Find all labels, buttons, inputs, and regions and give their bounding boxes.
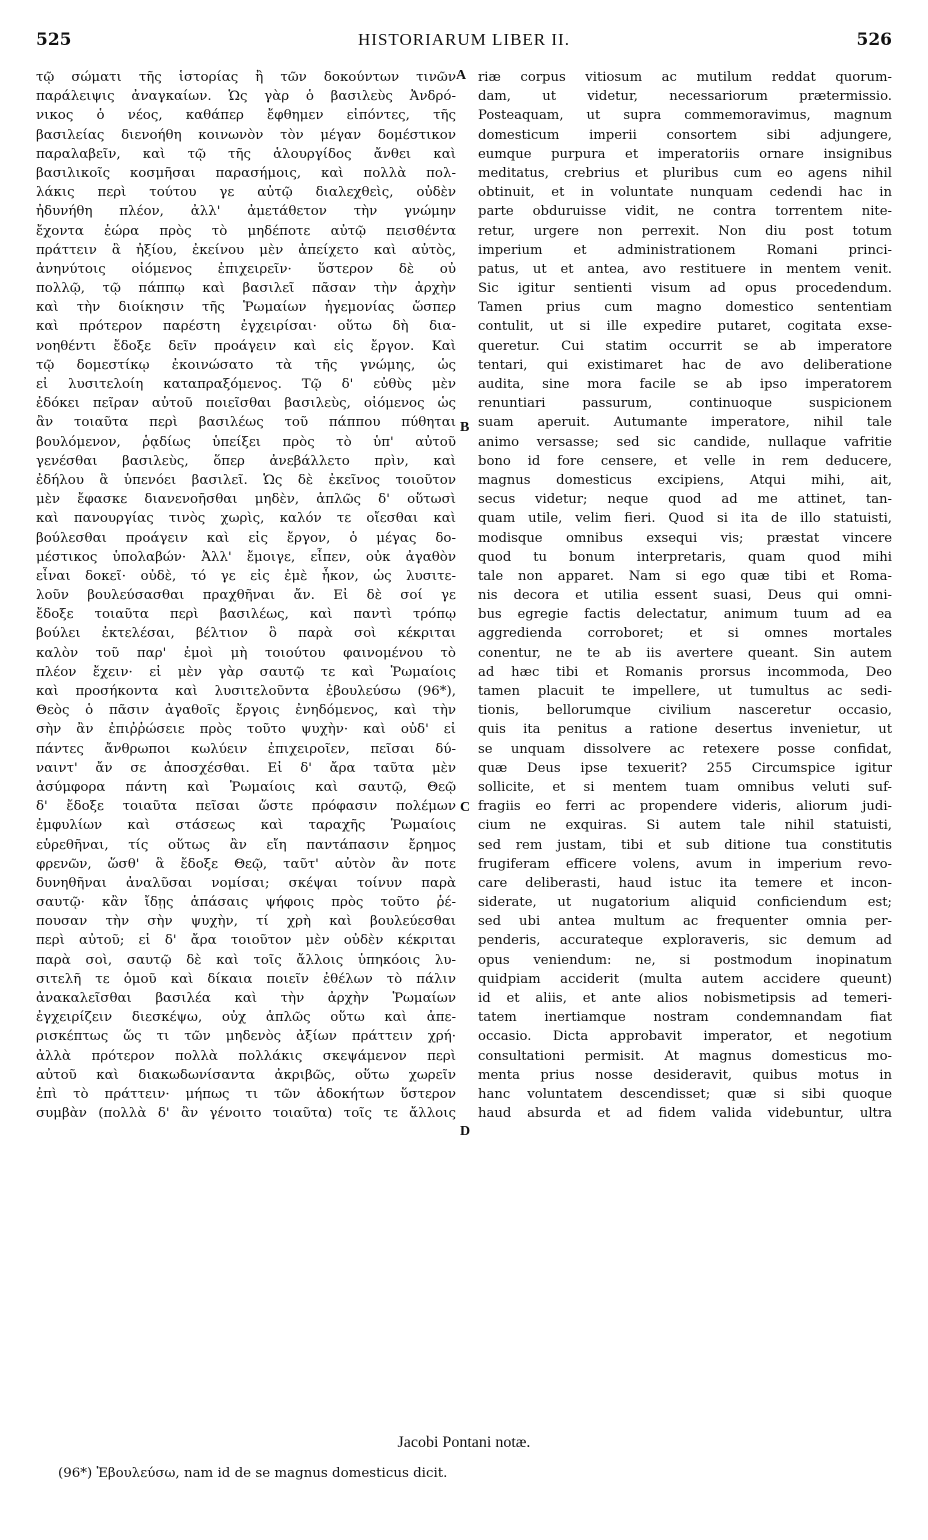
margin-letter-b: B: [460, 420, 470, 435]
latin-text-line: tionis, bellorumque civilium nasceretur occasio,: [478, 703, 892, 719]
greek-text-line: βούλει ἐκτελέσαι, βέλτιον ὃ παρὰ σοὶ κέκριται: [36, 626, 456, 642]
latin-text-line: domesticum imperii consortem sibi adjungere,: [478, 127, 892, 143]
greek-text-line: νικος ὁ νέος, καθάπερ ἔφθημεν εἰπόντες, τῆς: [36, 108, 456, 124]
latin-text-line: quam utile, velim fieri. Quod si ita de illo statuisti,: [478, 511, 892, 527]
latin-text-line: Tamen prius cum magno domestico sententiam: [478, 300, 892, 316]
greek-text-line: ἐπὶ τὸ πράττειν· μήπως τι τῶν ἀδοκήτων ὕστερον: [36, 1086, 456, 1102]
page-number-left: 525: [36, 30, 72, 50]
greek-text-line: ἠδυνήθη πλέον, ἀλλ' ἀμετάθετον τὴν γνώμην: [36, 204, 456, 220]
greek-text-line: εἰ λυσιτελοίη καταπραξόμενος. Τῷ δ' εὐθὺς μὲν: [36, 377, 456, 392]
greek-text-line: ἐγχειρίζειν διεσκέψω, οὐχ ἁπλῶς οὕτω καὶ ἀπε-: [36, 1010, 456, 1026]
latin-text-line: tentari, qui existimaret hac de avo deliberatione: [478, 357, 892, 373]
greek-text-line: ἐδήλου ἃ ὑπενόει βασιλεῖ. Ὡς δὲ ἐκεῖνος τοιοῦτον: [36, 472, 456, 488]
greek-text-line: τῷ δομεστίκῳ ἐκοινώσατο τὰ τῆς γνώμης, ὡς: [36, 357, 456, 373]
footnote: (96*) Ἐβουλεύσω, nam id de se magnus domesticus dicit.: [58, 1466, 448, 1481]
latin-text-line: animo versasse; sed sic candide, nullaque vafritie: [478, 434, 892, 450]
greek-text-line: σαυτῷ· κἂν ἴδῃς ἁπάσαις ψήφοις πρὸς τοῦτο ῥέ-: [36, 895, 456, 911]
latin-text-line: magnus domesticus excipiens, Atqui mihi, ait,: [478, 472, 892, 488]
greek-text-line: πάντες ἄνθρωποι κωλύειν ἐπιχειροῖεν, πεῖσαι δύ-: [36, 741, 456, 757]
latin-text-line: fragiis eo ferri ac propendere videris, aliorum judi-: [478, 799, 892, 815]
greek-text-line: βασιλείας διενοήθη κοινωνὸν τὸν μέγαν δομέστικον: [36, 127, 456, 143]
greek-text-line: φρενῶν, ὥσθ' ἃ ἔδοξε Θεῷ, ταῦτ' αὐτὸν ἂν ποτε: [36, 856, 456, 872]
latin-text-line: queretur. Cui statim occurrit se ab imperatore: [478, 338, 892, 354]
greek-text-line: βουλόμενον, ῥᾳδίως ὑπείξει πρὸς τὸ ὑπ' αὐτοῦ: [36, 434, 456, 450]
greek-text-line: καὶ προσήκοντα καὶ λυσιτελοῦντα ἐβουλεύσω (96*),: [36, 684, 456, 699]
latin-text-line: audita, sine mora facile se ab ipso imperatorem: [478, 377, 892, 392]
page-header: [36, 30, 892, 60]
greek-text-line: δυνηθῆναι ἀναλῦσαι νομίσαι; σκέψαι τοίνυν παρὰ: [36, 875, 456, 891]
greek-text-line: καλὸν τοῦ παρ' ἐμοὶ μὴ τοιούτου φαινομένου τὸ: [36, 645, 456, 661]
greek-text-line: ἀσύμφορα πάντη καὶ Ῥωμαίοις καὶ σαυτῷ, Θεῷ: [36, 779, 456, 795]
greek-text-line: νοηθέντι ἔδοξε δεῖν προάγειν καὶ εἰς ἔργον. Καὶ: [36, 338, 456, 354]
latin-text-line: care deliberasti, haud istuc ita temere et incon-: [478, 875, 892, 891]
latin-text-line: eumque purpura et imperatoriis ornare insignibus: [478, 146, 892, 162]
latin-text-line: riæ corpus vitiosum ac mutilum reddat quorum-: [478, 70, 892, 85]
greek-text-line: καὶ πρότερον παρέστη ἐγχειρίσαι· οὕτω δὴ δια-: [36, 319, 456, 335]
greek-text-line: ἀνακαλεῖσθαι βασιλέα καὶ τὴν ἀρχὴν Ῥωμαίων: [36, 991, 456, 1006]
latin-text-line: parte obduruisse vidit, ne contra torrentem nite-: [478, 204, 892, 220]
greek-text-line: βασιλικοῖς κοσμῆσαι παρασήμοις, καὶ πολλὰ πολ-: [36, 165, 456, 181]
greek-text-line: σιτελῆ τε ὁμοῦ καὶ δίκαια ποιεῖν ἐθέλων τὸ πάλιν: [36, 971, 456, 987]
latin-text-line: quod tu bonum interpretaris, quam quod mihi: [478, 549, 892, 565]
latin-text-line: tale non apparet. Nam si ego quæ tibi et Roma-: [478, 568, 892, 584]
greek-text-line: καὶ πανουργίας τινὸς χωρὶς, καλόν τε οἴεσθαι καὶ: [36, 511, 456, 527]
latin-text-line: obtinuit, et in voluntate nunquam cedendi hac in: [478, 185, 892, 201]
greek-text-line: πολλῷ, τῷ πάππῳ καὶ βασιλεῖ πᾶσαν τὴν ἀρχὴν: [36, 281, 456, 297]
latin-text-line: bus egregie factis delectatur, animum tuum ad ea: [478, 607, 892, 623]
latin-text-line: Posteaquam, ut supra commemoravimus, magnum: [478, 108, 892, 124]
greek-text-line: μέστικος ὑπολαβών· Ἀλλ' ἔμοιγε, εἶπεν, οὐκ ἀγαθὸν: [36, 549, 456, 565]
greek-text-line: λοῦν βουλεύσασθαι πραχθῆναι ἄν. Εἰ δὲ σοί γε: [36, 588, 456, 604]
latin-text-line: quis ita penitus a ratione desertus invenietur, ut: [478, 722, 892, 738]
latin-text-line: sed rem justam, tibi et sub ditione tua constitutis: [478, 837, 892, 853]
latin-text-line: Sic igitur sentienti visum ad opus procedendum.: [478, 281, 892, 297]
latin-text-line: consultationi permisit. At magnus domesticus mo-: [478, 1048, 892, 1064]
latin-text-line: contulit, ut si ille expedire putaret, cogitata exse-: [478, 319, 892, 335]
greek-text-line: ἀνηνύτοις οἰόμενος ἐπιχειρεῖν· ὕστερον δὲ οὐ: [36, 261, 456, 277]
latin-text-line: nis decora et utilia essent suasi, Deus qui omni-: [478, 588, 892, 604]
greek-text-line: ἂν τοιαῦτα περὶ βασιλέως τοῦ πάππου πύθηται: [36, 415, 456, 431]
greek-text-line: πλέον ἔχειν· εἰ μὲν γὰρ σαυτῷ τε καὶ Ῥωμαίοις: [36, 664, 456, 680]
notes-title: Jacobi Pontani notæ.: [397, 1434, 531, 1451]
latin-text-line: quæ Deus ipse texuerit? 255 Circumspice igitur: [478, 760, 892, 776]
greek-text-line: ἐμφυλίων καὶ στάσεως καὶ ταραχῆς Ῥωμαίοις: [36, 818, 456, 834]
latin-text-line: modisque omnibus exsequi vis; præstat vincere: [478, 530, 892, 546]
latin-text-line: dam, ut videtur, necessariorum prætermissio.: [478, 89, 892, 105]
greek-text-line: παραλαβεῖν, καὶ τῷ τῆς ἁλουργίδος ἄνθει καὶ: [36, 146, 456, 162]
latin-text-line: frugiferam efficere volens, avum in imperium revo-: [478, 856, 892, 872]
greek-text-line: τῷ σώματι τῆς ἱστορίας ἢ τῶν δοκούντων τινῶν: [36, 70, 456, 85]
greek-text-line: ἔχοντα ἑώρα πρὸς τὸ μηδέποτε αὐτῷ πεισθέντα: [36, 223, 456, 239]
latin-text-line: sed ubi antea multum ac frequenter omnia per-: [478, 914, 892, 930]
greek-text-line: γενέσθαι βασιλεὺς, ὅπερ ἀνεβάλλετο πρὶν, καὶ: [36, 453, 456, 469]
greek-text-line: παρὰ σοὶ, σαυτῷ δὲ καὶ τοῖς ἄλλοις ὑπηκόοις λυ-: [36, 952, 456, 968]
latin-text-line: quidpiam acciderit (multa autem accidere queunt): [478, 971, 892, 987]
greek-text-line: εὑρεθῆναι, τίς οὕτως ἂν εἴη παντάπασιν ἔρημος: [36, 837, 456, 853]
latin-text-line: renuntiari passurum, continuoque suspicionem: [478, 396, 892, 412]
greek-text-line: περὶ αὐτοῦ; εἰ δ' ἄρα τοιοῦτον μὲν οὐδὲν κέκριται: [36, 933, 456, 949]
latin-text-line: id et aliis, et ante alios nobismetipsis ad temeri-: [478, 991, 892, 1006]
latin-text-line: siderate, ut nugatorium aliquid conficiendum est;: [478, 895, 892, 911]
greek-text-line: παράλειψις ἀναγκαίων. Ὡς γὰρ ὁ βασιλεὺς Ἀνδρό-: [36, 89, 456, 105]
latin-text-line: suam aperuit. Autumante imperatore, nihil tale: [478, 415, 892, 431]
margin-letter-c: C: [460, 800, 471, 815]
greek-text-line: καὶ τὴν διοίκησιν τῆς Ῥωμαίων ἡγεμονίας ὥσπερ: [36, 300, 456, 316]
running-title: HISTORIARUM LIBER II.: [358, 30, 570, 49]
greek-text-column: [36, 68, 456, 1123]
latin-text-line: occasio. Dicta approbavit imperator, et negotium: [478, 1029, 892, 1045]
latin-text-line: secus videtur; neque quod ad me attinet, tan-: [478, 492, 892, 508]
latin-text-line: menta prius nosse desideravit, quibus motus in: [478, 1067, 892, 1083]
latin-text-line: cium ne exquiras. Si autem tale nihil statuisti,: [478, 818, 892, 834]
latin-text-line: bono id fore censere, et velle in rem deducere,: [478, 453, 892, 469]
greek-text-line: λάκις περὶ τούτου γε αὐτῷ διαλεχθεὶς, οὐδὲν: [36, 185, 456, 201]
latin-text-line: meditatus, crebrius et pluribus cum eo agens nihil: [478, 165, 892, 181]
latin-text-line: sollicite, et si mentem tuam omnibus veluti suf-: [478, 779, 892, 795]
greek-text-line: ἔδοξε τοιαῦτα περὶ βασιλέως, καὶ παντὶ τρόπῳ: [36, 607, 456, 623]
greek-text-line: συμβὰν (πολλὰ δ' ἂν γένοιτο τοιαῦτα) τοῖς τε ἄλλοις: [36, 1106, 456, 1122]
latin-text-line: opus veniendum: ne, si postmodum inopinatum: [478, 952, 892, 968]
greek-text-line: Θεὸς ὁ πᾶσιν ἀγαθοῖς ἔργοις ἐνηδόμενος, καὶ τὴν: [36, 703, 456, 719]
greek-text-line: μὲν ἔφασκε διανενοῆσθαι μηδὲν, ἁπλῶς δ' οὕτωσὶ: [36, 492, 456, 508]
latin-text-line: ad hæc tibi et Romanis prorsus incommoda, Deo: [478, 664, 892, 680]
greek-text-line: ἐδόκει πεῖραν αὐτοῦ ποιεῖσθαι βασιλεὺς, οἰόμενος ὡς: [36, 396, 456, 412]
page-number-right: 526: [856, 30, 892, 50]
latin-text-line: retur, urgere non perrexit. Non diu post totum: [478, 223, 892, 239]
greek-text-line: ρισκέπτως ὥς τι τῶν μηδενὸς ἀξίων πράττειν χρή·: [36, 1029, 456, 1045]
greek-text-line: βούλεσθαι προάγειν καὶ εἰς ἔργον, ὁ μέγας δο-: [36, 530, 456, 546]
margin-letter-d: D: [460, 1124, 471, 1139]
latin-text-line: hanc voluntatem descendisset; quæ si sibi quoque: [478, 1086, 892, 1102]
greek-text-line: ναιντ' ἄν σε ἀποσχέσθαι. Εἰ δ' ἄρα ταῦτα μὲν: [36, 760, 456, 776]
latin-text-line: aggredienda corroboret; et si omnes mortales: [478, 626, 892, 642]
greek-text-line: πράττειν ἃ ἠξίου, ἐκείνου μὲν ἀπείχετο καὶ αὐτὸς,: [36, 242, 456, 258]
greek-text-line: ἀλλὰ πρότερον πολλὰ πολλάκις σκεψάμενον περὶ: [36, 1048, 456, 1064]
latin-text-line: conentur, ne te ab iis avertere queant. Sin autem: [478, 645, 892, 661]
latin-text-line: patus, ut et antea, avo restituere in mentem venit.: [478, 261, 892, 277]
latin-text-line: haud absurda et ad fidem valida videbuntur, ultra: [478, 1106, 892, 1122]
greek-text-line: σὴν ἂν ἐπιῤῥώσειε πρὸς τοῦτο ψυχὴν· καὶ οὐδ' εἰ: [36, 722, 456, 738]
latin-text-line: tamen placuit te impellere, ut tumultus ac sedi-: [478, 684, 892, 699]
latin-text-line: imperium et administrationem Romani princi-: [478, 242, 892, 258]
greek-text-line: αὐτοῦ καὶ διακωδωνίσαντα ἀκριβῶς, οὕτω χωρεῖν: [36, 1067, 456, 1083]
latin-text-column: [478, 68, 892, 1123]
margin-letter-a: A: [456, 68, 467, 83]
greek-text-line: δ' ἔδοξε τοιαῦτα πεῖσαι ὥστε πρόφασιν πολέμων: [36, 799, 456, 815]
latin-text-line: se unquam dissolvere ac retexere posse confidat,: [478, 741, 892, 757]
latin-text-line: penderis, accurateque exploraveris, sic demum ad: [478, 933, 892, 949]
greek-text-line: εἶναι δοκεῖ· οὐδὲ, τό γε εἰς ἐμὲ ἧκον, ὡς λυσιτε-: [36, 568, 456, 584]
greek-text-line: πουσαν τὴν σὴν ψυχὴν, τί χρὴ καὶ βουλεύεσθαι: [36, 914, 456, 930]
latin-text-line: tatem inertiamque nostram condemnandam fiat: [478, 1010, 892, 1026]
